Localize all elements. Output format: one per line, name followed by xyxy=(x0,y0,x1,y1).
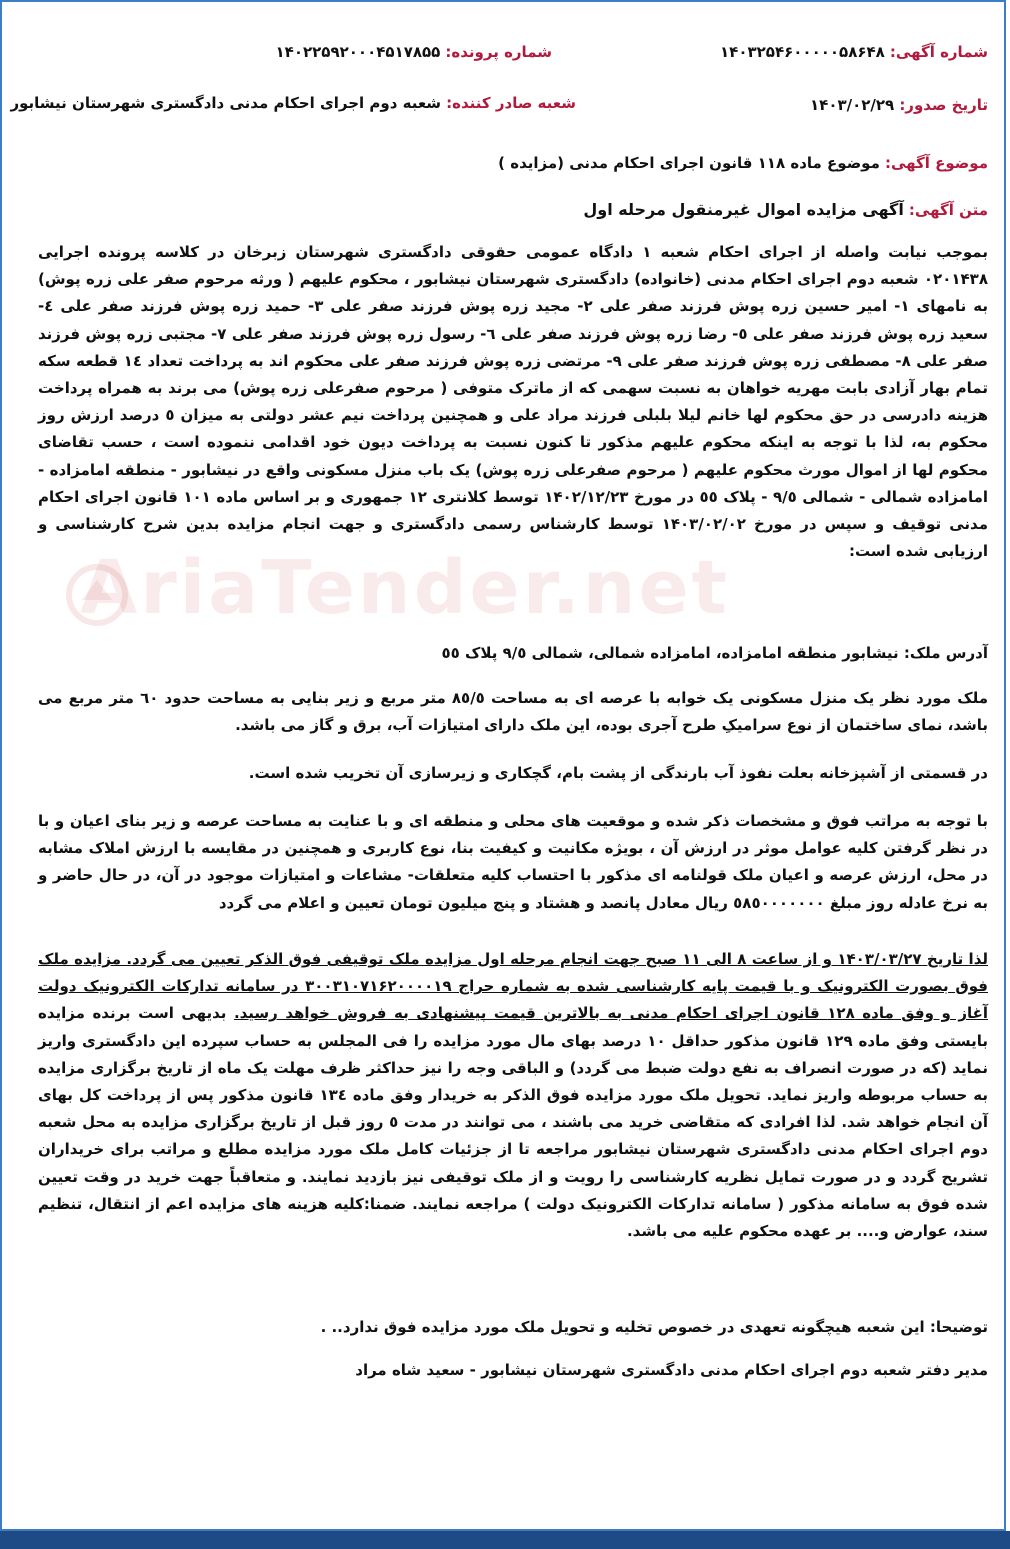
ad-number-row xyxy=(720,42,988,61)
paragraph-address: آدرس ملک: نیشابور منطقه امامزاده، امامزاده شمالی، شمالی ۹/٥ پلاک ٥٥ xyxy=(441,644,988,662)
paragraph-case-description: بموجب نیابت واصله از اجرای احکام شعبه ۱ دادگاه عمومی حقوقی دادگستری شهرستان زبرخان در کلاسه پرونده اجرایی ۰۲۰۱۴۳۸ شعبه دوم اجرای احکام مدنی (خانواده) دادگستری شهرستان نیشابور ، محکوم علیهم ( ورثه مرحوم صفر علی زره پوش) به نامهای ۱- امیر حسین زره پوش فرزند صفر علی ۲- مجید زره پوش فرزند صفر علی ۳- حمید زره پوش فرزند صفر علی ٤- سعید زره پوش فرزند صفر علی ٥- رضا زره پوش فرزند صفر علی ٦- رسول زره پوش فرزند صفر علی ۷- مجتبی زره پوش فرزند صفر علی ۸- مصطفی زره پوش فرزند صفر علی ۹- مرتضی زره پوش فرزند صفر علی محکوم اند به پرداخت تعداد ١٤ قطعه سکه تمام بهار آزادی بابت مهریه خواهان به نسبت سهمی که از ماترک متوفی ( مرحوم صفرعلی زره پوش) می برند به همراه پرداخت هزینه دادرسی در حق محکوم لها خانم لیلا بلبلی فرزند مراد علی و همچنین پرداخت نیم عشر دولتی به میزان ٥ درصد ارزش روز محکوم به، لذا با توجه به اینکه محکوم علیهم مذکور تا کنون نسبت به پرداخت دیون خود اقدامی ننموده است ، حسب تقاضای محکوم لها از اموال مورث محکوم علیهم ( مرحوم صفرعلی زره پوش) یک باب منزل مسکونی واقع در نیشابور - منطقه امامزاده - امامزاده شمالی - شمالی ۹/٥ - پلاک ٥٥ در مورخ ۱۴۰۲/۱۲/۲۳ توسط کلانتری ۱۲ جمهوری و بر اساس ماده ۱۰۱ قانون اجرای احکام مدنی توقیف و سپس در مورخ ۱۴۰۳/۰۲/۰۲ توسط کارشناس رسمی دادگستری و جهت انجام مزایده بدین شرح کارشناسی و ارزیابی شده است: xyxy=(38,243,989,561)
issue-date-row xyxy=(810,95,988,114)
text-label: متن آگهی: xyxy=(908,201,988,219)
issuer: شعبه دوم اجرای احکام مدنی دادگستری شهرستان نیشابور xyxy=(10,94,442,112)
ad-number-label: شماره آگهی: xyxy=(889,43,988,61)
paragraph-damage: در قسمتی از آشپزخانه بعلت نفوذ آب بارندگی از پشت بام، گچکاری و زیرسازی آن تخریب شده است. xyxy=(248,764,988,782)
subject: موضوع ماده ۱۱۸ قانون اجرای احکام مدنی (مزایده ) xyxy=(498,154,880,172)
subject-row xyxy=(498,153,988,172)
text-title-row xyxy=(583,200,988,219)
signature-line: مدیر دفتر شعبه دوم اجرای احکام مدنی دادگستری شهرستان نیشابور - سعید شاه مراد xyxy=(355,1361,988,1379)
case-number-row xyxy=(276,42,552,61)
ad-number: ۱۴۰۳۲۵۴۶۰۰۰۰۰۵۸۶۴۸ xyxy=(720,43,885,61)
paragraph-valuation: با توجه به مراتب فوق و مشخصات ذکر شده و موقعیت های محلی و منطقه ای و با عنایت به مساحت عرصه و زیر بنای اعیان و با در نظر گرفتن کلیه عوامل موثر در ارزش آن ، بویژه مکانیت و کیفیت بنا، نوع کاربری و همچنین در مقایسه با ارزش املاک مشابه در محل، ارزش عرصه و اعیان ملک قولنامه ای مذکور با احتساب کلیه متعلقات- مشاعات و امتیازات موجود در آن، در حال حاضر و به نرخ عادله روز مبلغ ٥٨٥٠٠٠٠٠٠٠ ریال معادل پانصد و هشتاد و پنج میلیون تومان تعیین و اعلام می گردد xyxy=(38,812,988,912)
auction-terms-text: بدیهی است برنده مزایده بایستی وفق ماده ۱۲۹ قانون مذکور حداقل ۱۰ درصد بهای مال مورد مزایده را فی المجلس به حساب سپرده این دادگستری واریز نماید (که در صورت انصراف به نفع دولت ضبط می گردد) و الباقی وجه را نیز حداکثر ظرف مهلت یک ماه از تاریخ برگزاری مزایده به حساب مربوطه واریز نماید. تحویل ملک مورد مزایده فوق الذکر به خریدار وفق ماده ۱۳٤ قانون مذکور پس از پرداخت کل بهای آن انجام خواهد شد. لذا افرادی که متقاضی خرید می باشند ، می توانند در مدت ٥ روز قبل از تاریخ برگزاری مزایده به محل شعبه دوم اجرای احکام مدنی دادگستری شهرستان نیشابور مراجعه تا از جزئیات کامل ملک مورد مزایده مطلع و مراتب برای خریداران تشریح گردد و در صورت تمایل نظریه کارشناسی را رویت و از ملک توقیفی نیز بازدید نمایند. و متعاقباً جهت خرید در وقت تعیین شده فوق به سامانه مذکور ( سامانه تدارکات الکترونیک دولت ) مراجعه نمایند. ضمنا:کلیه هزینه های مزایده اعم از انتقال، تنظیم سند، عوارض و.... بر عهده محکوم علیه می باشد. xyxy=(38,1004,989,1241)
bottom-bar xyxy=(0,1531,1010,1549)
issuer-label: شعبه صادر کننده: xyxy=(446,94,576,112)
watermark-logo-icon xyxy=(62,560,132,630)
auction-schedule-underlined: لذا تاریخ ۱۴۰۳/۰۳/۲۷ و از ساعت ۸ الی ۱۱ صبح جهت انجام مرحله اول مزایده ملک توقیفی فوق الذکر تعیین می گردد. مزایده ملک فوق بصورت الکترونیک و با قیمت پایه کارشناسی شده به شماره حراج ۳۰۰۳۱۰۷۱۶۲۰۰۰۰۱۹ در سامانه تدارکات الکترونیک دولت آغاز و وفق ماده ۱۲۸ قانون اجرای احکام مدنی به بالاترین قیمت پیشنهادی به فروش خواهد رسید. xyxy=(38,950,988,1023)
paragraph-note: توضیحا: این شعبه هیچگونه تعهدی در خصوص تخلیه و تحویل ملک مورد مزایده فوق ندارد.. . xyxy=(320,1318,988,1336)
case-number-label: شماره پرونده: xyxy=(445,43,552,61)
paragraph-auction-terms xyxy=(38,946,988,1245)
issue-date: ۱۴۰۳/۰۲/۲۹ xyxy=(810,96,895,114)
issue-date-label: تاریخ صدور: xyxy=(899,96,988,114)
text-title: آگهی مزایده اموال غیرمنقول مرحله اول xyxy=(583,200,904,219)
case-number: ۱۴۰۲۲۵۹۲۰۰۰۴۵۱۷۸۵۵ xyxy=(275,43,441,61)
paragraph-property-description: ملک مورد نظر یک منزل مسکونی یک خوابه با عرصه ای به مساحت ٨٥/٥ متر مربع و زیر بنایی به مساحت حدود ٦٠ متر مربع می باشد، نمای ساختمان از نوع سرامیکِ طرح آجری بوده، این ملک دارای امتیازات آب، برق و گاز می باشد. xyxy=(38,689,988,735)
subject-label: موضوع آگهی: xyxy=(884,154,988,172)
issuer-row xyxy=(10,93,576,112)
